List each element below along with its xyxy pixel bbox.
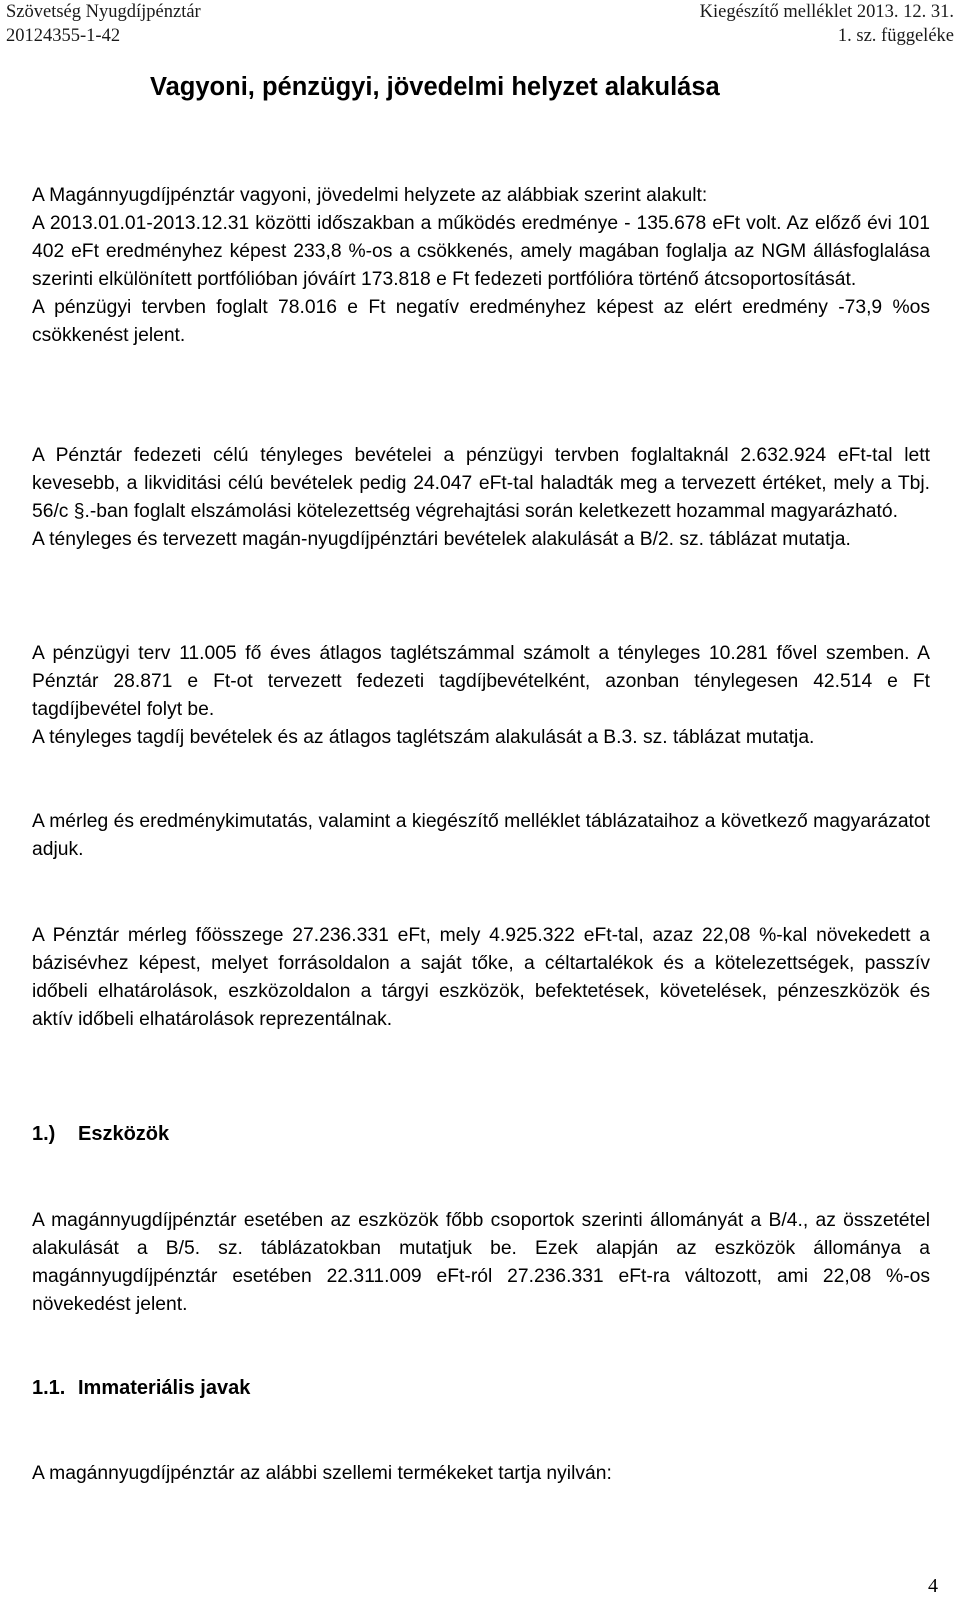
tax-number: 20124355-1-42 <box>6 26 121 46</box>
paragraph-line: A 2013.01.01-2013.12.31 közötti időszakban a működés eredménye - 135.678 eFt volt. Az előző évi 101 402 eFt eredményhez képest 233,8 %-os a csökkenés, amely magában foglalja az NGM állásfoglalása szerinti elkülönített portfólióban jóváírt 173.818 e Ft fedezeti portfólióra történő átcsoportosítását. <box>32 213 930 290</box>
paragraph-line: A magánnyugdíjpénztár esetében az eszközök főbb csoportok szerinti állományát a B/4., az összetétel alakulását a B/5. sz. táblázatokban mutatjuk be. Ezek alapján az eszközök állománya a magánnyugdíjpénztár esetében 22.311.009 eFt-ról 27.236.331 eFt-ra változott, ami 22,08 %-os növekedést jelent. <box>32 1210 930 1315</box>
annex-title: Kiegészítő melléklet 2013. 12. 31. <box>699 2 954 22</box>
section-heading-assets <box>32 1120 169 1148</box>
paragraph-line: A tényleges és tervezett magán-nyugdíjpénztári bevételek alakulását a B/2. sz. táblázat mutatja. <box>32 529 851 550</box>
paragraph-line: A Magánnyugdíjpénztár vagyoni, jövedelmi helyzete az alábbiak szerint alakult: <box>32 185 708 206</box>
paragraph-line: A Pénztár mérleg főösszege 27.236.331 eFt, mely 4.925.322 eFt-tal, azaz 22,08 %-kal növekedett a bázisévhez képest, melyet forrásoldalon a saját tőke, a céltartalékok és a kötelezettségek, passzív időbeli elhatárolások, eszközoldalon a tárgyi eszközök, befektetések, követelések, pénzeszközök és aktív időbeli elhatárolások reprezentálnak. <box>32 925 930 1030</box>
paragraph-line: A mérleg és eredménykimutatás, valamint a kiegészítő melléklet táblázataihoz a következő magyarázatot adjuk. <box>32 811 930 860</box>
paragraph-revenues <box>32 442 930 554</box>
page-number: 4 <box>928 1575 938 1597</box>
paragraph-intangibles <box>32 1460 930 1488</box>
page-title: Vagyoni, pénzügyi, jövedelmi helyzet alakulása <box>150 73 720 101</box>
section-heading-intangibles <box>32 1374 250 1402</box>
document-header-right <box>700 0 954 48</box>
fund-name: Szövetség Nyugdíjpénztár <box>6 2 201 22</box>
paragraph-balance-total <box>32 922 930 1034</box>
section-title: Immateriális javak <box>78 1377 251 1399</box>
section-number: 1.1. <box>32 1377 66 1399</box>
paragraph-line: A magánnyugdíjpénztár az alábbi szellemi termékeket tartja nyilván: <box>32 1463 612 1484</box>
paragraph-membership <box>32 640 930 752</box>
paragraph-line: A pénzügyi tervben foglalt 78.016 e Ft negatív eredményhez képest az elért eredmény -73,9 %os csökkenést jelent. <box>32 297 930 346</box>
appendix-label: 1. sz. függeléke <box>837 26 954 46</box>
paragraph-line: A Pénztár fedezeti célú tényleges bevételei a pénzügyi tervben foglaltaknál 2.632.924 eFt-tal lett kevesebb, a likviditási célú bevételek pedig 24.047 eFt-tal haladták meg a tervezett értéket, mely a Tbj. 56/c §.-ban foglalt elszámolási kötelezettség végrehajtási során keletkezett hozammal magyarázható. <box>32 445 930 522</box>
paragraph-explanation <box>32 808 930 864</box>
section-title: Eszközök <box>78 1123 170 1145</box>
paragraph-line: A tényleges tagdíj bevételek és az átlagos taglétszám alakulását a B.3. sz. táblázat mutatja. <box>32 727 815 748</box>
section-number: 1.) <box>32 1123 56 1145</box>
paragraph-assets <box>32 1207 930 1319</box>
paragraph-result <box>32 182 930 350</box>
document-header-left <box>6 0 201 48</box>
paragraph-line: A pénzügyi terv 11.005 fő éves átlagos taglétszámmal számolt a tényleges 10.281 fővel szemben. A Pénztár 28.871 e Ft-ot tervezett fedezeti tagdíjbevételként, azonban ténylegesen 42.514 e Ft tagdíjbevétel folyt be. <box>32 643 930 720</box>
